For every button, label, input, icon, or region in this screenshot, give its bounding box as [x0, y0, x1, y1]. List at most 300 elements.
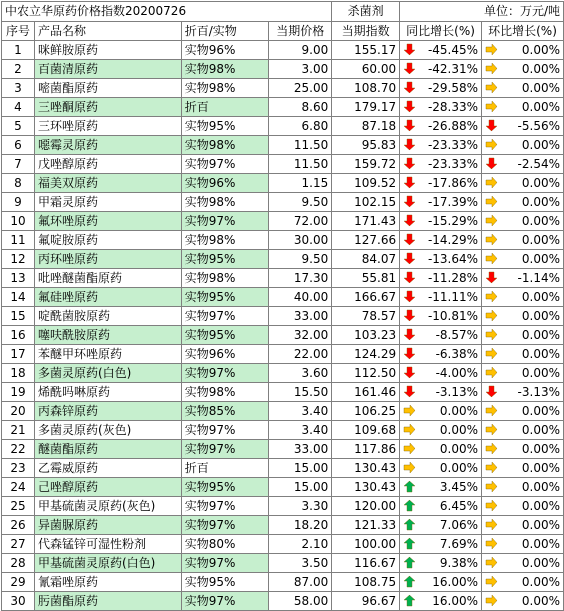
product-name: 三唑酮原药	[34, 98, 181, 117]
row-index: 17	[2, 345, 35, 364]
table-row	[2, 326, 564, 345]
yoy-cell	[400, 573, 482, 592]
product-name: 己唑醇原药	[34, 478, 181, 497]
current-price: 9.00	[269, 41, 332, 60]
mom-flat-arrow-icon	[485, 138, 498, 151]
current-index: 116.67	[332, 554, 400, 573]
current-index: 155.17	[332, 41, 400, 60]
mom-cell	[482, 497, 564, 516]
table-row	[2, 364, 564, 383]
yoy-down-arrow-icon	[403, 62, 416, 75]
mom-flat-arrow-icon	[485, 518, 498, 531]
yoy-cell	[400, 345, 482, 364]
yoy-cell	[400, 592, 482, 611]
current-index: 78.57	[332, 307, 400, 326]
table-row	[2, 269, 564, 288]
yoy-down-arrow-icon	[403, 157, 416, 170]
current-price: 3.00	[269, 60, 332, 79]
current-index: 161.46	[332, 383, 400, 402]
basis: 实物97%	[181, 307, 269, 326]
table-row	[2, 402, 564, 421]
table-row	[2, 231, 564, 250]
mom-flat-arrow-icon	[485, 290, 498, 303]
yoy-up-arrow-icon	[403, 594, 416, 607]
current-price: 8.60	[269, 98, 332, 117]
yoy-down-arrow-icon	[403, 385, 416, 398]
yoy-down-arrow-icon	[403, 309, 416, 322]
product-name: 烯酰吗啉原药	[34, 383, 181, 402]
yoy-value: -4.00%	[435, 366, 479, 380]
mom-down-arrow-icon	[485, 119, 498, 132]
yoy-down-arrow-icon	[403, 214, 416, 227]
mom-value: 0.00%	[521, 347, 560, 361]
row-index: 29	[2, 573, 35, 592]
mom-cell	[482, 60, 564, 79]
yoy-down-arrow-icon	[403, 43, 416, 56]
product-name: 甲霜灵原药	[34, 193, 181, 212]
mom-value: -1.14%	[517, 271, 560, 285]
product-name: 福美双原药	[34, 174, 181, 193]
mom-flat-arrow-icon	[485, 442, 498, 455]
yoy-cell	[400, 41, 482, 60]
basis: 实物98%	[181, 60, 269, 79]
current-index: 109.52	[332, 174, 400, 193]
mom-value: 0.00%	[521, 62, 560, 76]
yoy-value: -10.81%	[427, 309, 479, 323]
current-price: 30.00	[269, 231, 332, 250]
mom-cell	[482, 250, 564, 269]
mom-flat-arrow-icon	[485, 81, 498, 94]
basis: 实物98%	[181, 269, 269, 288]
mom-cell	[482, 212, 564, 231]
current-price: 3.40	[269, 421, 332, 440]
yoy-cell	[400, 402, 482, 421]
header-basis: 折百/实物	[181, 22, 269, 41]
table-row	[2, 592, 564, 611]
mom-value: -3.13%	[517, 385, 560, 399]
mom-value: 0.00%	[521, 442, 560, 456]
yoy-value: -11.28%	[427, 271, 479, 285]
mom-flat-arrow-icon	[485, 100, 498, 113]
current-index: 108.75	[332, 573, 400, 592]
current-index: 124.29	[332, 345, 400, 364]
current-price: 11.50	[269, 136, 332, 155]
product-name: 噻呋酰胺原药	[34, 326, 181, 345]
yoy-value: 16.00%	[432, 594, 479, 608]
current-index: 179.17	[332, 98, 400, 117]
table-row	[2, 155, 564, 174]
mom-cell	[482, 231, 564, 250]
yoy-cell	[400, 98, 482, 117]
yoy-value: -23.33%	[427, 157, 479, 171]
current-index: 108.70	[332, 79, 400, 98]
current-index: 159.72	[332, 155, 400, 174]
table-row	[2, 440, 564, 459]
mom-cell	[482, 592, 564, 611]
table-row	[2, 212, 564, 231]
row-index: 4	[2, 98, 35, 117]
header-current-price: 当期价格	[269, 22, 332, 41]
yoy-down-arrow-icon	[403, 81, 416, 94]
basis: 折百	[181, 459, 269, 478]
row-index: 14	[2, 288, 35, 307]
current-price: 9.50	[269, 193, 332, 212]
current-price: 40.00	[269, 288, 332, 307]
row-index: 13	[2, 269, 35, 288]
mom-value: 0.00%	[521, 423, 560, 437]
row-index: 27	[2, 535, 35, 554]
table-row	[2, 98, 564, 117]
unit-label: 单位：万元/吨	[400, 2, 564, 22]
yoy-value: -23.33%	[427, 138, 479, 152]
mom-flat-arrow-icon	[485, 499, 498, 512]
current-index: 95.83	[332, 136, 400, 155]
yoy-cell	[400, 478, 482, 497]
mom-flat-arrow-icon	[485, 594, 498, 607]
yoy-down-arrow-icon	[403, 366, 416, 379]
yoy-down-arrow-icon	[403, 271, 416, 284]
product-name: 异菌脲原药	[34, 516, 181, 535]
yoy-flat-arrow-icon	[403, 442, 416, 455]
yoy-cell	[400, 79, 482, 98]
mom-cell	[482, 117, 564, 136]
yoy-flat-arrow-icon	[403, 423, 416, 436]
yoy-value: -17.86%	[427, 176, 479, 190]
yoy-cell	[400, 60, 482, 79]
row-index: 2	[2, 60, 35, 79]
mom-value: 0.00%	[521, 366, 560, 380]
current-price: 87.00	[269, 573, 332, 592]
current-price: 18.20	[269, 516, 332, 535]
yoy-up-arrow-icon	[403, 518, 416, 531]
product-name: 氟啶胺原药	[34, 231, 181, 250]
product-name: 三环唑原药	[34, 117, 181, 136]
current-index: 121.33	[332, 516, 400, 535]
yoy-value: -28.33%	[427, 100, 479, 114]
yoy-cell	[400, 288, 482, 307]
mom-value: 0.00%	[521, 461, 560, 475]
basis: 实物96%	[181, 174, 269, 193]
yoy-flat-arrow-icon	[403, 461, 416, 474]
basis: 实物97%	[181, 554, 269, 573]
current-index: 166.67	[332, 288, 400, 307]
mom-down-arrow-icon	[485, 385, 498, 398]
mom-value: 0.00%	[521, 252, 560, 266]
yoy-value: -45.45%	[427, 43, 479, 57]
yoy-up-arrow-icon	[403, 537, 416, 550]
yoy-up-arrow-icon	[403, 499, 416, 512]
yoy-cell	[400, 535, 482, 554]
basis: 实物98%	[181, 383, 269, 402]
mom-value: 0.00%	[521, 43, 560, 57]
current-price: 3.50	[269, 554, 332, 573]
mom-value: 0.00%	[521, 575, 560, 589]
basis: 实物97%	[181, 212, 269, 231]
row-index: 23	[2, 459, 35, 478]
mom-value: -2.54%	[517, 157, 560, 171]
mom-flat-arrow-icon	[485, 195, 498, 208]
yoy-down-arrow-icon	[403, 100, 416, 113]
mom-value: 0.00%	[521, 138, 560, 152]
row-index: 12	[2, 250, 35, 269]
mom-cell	[482, 326, 564, 345]
product-name: 吡唑醚菌酯原药	[34, 269, 181, 288]
mom-value: 0.00%	[521, 480, 560, 494]
basis: 实物95%	[181, 326, 269, 345]
product-name: 代森锰锌可湿性粉剂	[34, 535, 181, 554]
yoy-down-arrow-icon	[403, 328, 416, 341]
mom-value: -5.56%	[517, 119, 560, 133]
yoy-value: 16.00%	[432, 575, 479, 589]
current-price: 22.00	[269, 345, 332, 364]
current-price: 17.30	[269, 269, 332, 288]
mom-flat-arrow-icon	[485, 556, 498, 569]
current-price: 3.30	[269, 497, 332, 516]
mom-flat-arrow-icon	[485, 214, 498, 227]
table-row	[2, 136, 564, 155]
mom-value: 0.00%	[521, 214, 560, 228]
mom-value: 0.00%	[521, 556, 560, 570]
mom-value: 0.00%	[521, 594, 560, 608]
mom-flat-arrow-icon	[485, 537, 498, 550]
yoy-down-arrow-icon	[403, 290, 416, 303]
basis: 实物98%	[181, 231, 269, 250]
yoy-value: -17.39%	[427, 195, 479, 209]
row-index: 15	[2, 307, 35, 326]
basis: 实物97%	[181, 155, 269, 174]
yoy-value: 0.00%	[439, 442, 479, 456]
yoy-cell	[400, 155, 482, 174]
yoy-cell	[400, 174, 482, 193]
table-title: 中农立华原药价格指数20200726	[2, 2, 332, 22]
yoy-value: -13.64%	[427, 252, 479, 266]
yoy-value: -14.29%	[427, 233, 479, 247]
product-name: 氟环唑原药	[34, 212, 181, 231]
mom-value: 0.00%	[521, 100, 560, 114]
current-price: 32.00	[269, 326, 332, 345]
mom-flat-arrow-icon	[485, 404, 498, 417]
row-index: 7	[2, 155, 35, 174]
row-index: 8	[2, 174, 35, 193]
mom-cell	[482, 459, 564, 478]
basis: 实物97%	[181, 592, 269, 611]
mom-flat-arrow-icon	[485, 176, 498, 189]
row-index: 5	[2, 117, 35, 136]
yoy-cell	[400, 193, 482, 212]
basis: 实物97%	[181, 440, 269, 459]
row-index: 20	[2, 402, 35, 421]
yoy-value: -15.29%	[427, 214, 479, 228]
mom-value: 0.00%	[521, 499, 560, 513]
yoy-value: 3.45%	[439, 480, 479, 494]
current-price: 58.00	[269, 592, 332, 611]
mom-cell	[482, 421, 564, 440]
yoy-value: -26.88%	[427, 119, 479, 133]
yoy-cell	[400, 212, 482, 231]
current-price: 1.15	[269, 174, 332, 193]
current-index: 109.68	[332, 421, 400, 440]
mom-flat-arrow-icon	[485, 328, 498, 341]
mom-cell	[482, 79, 564, 98]
basis: 实物95%	[181, 117, 269, 136]
yoy-value: 7.06%	[439, 518, 479, 532]
yoy-down-arrow-icon	[403, 119, 416, 132]
current-price: 25.00	[269, 79, 332, 98]
yoy-value: 0.00%	[439, 461, 479, 475]
yoy-down-arrow-icon	[403, 252, 416, 265]
mom-value: 0.00%	[521, 233, 560, 247]
yoy-cell	[400, 497, 482, 516]
row-index: 10	[2, 212, 35, 231]
mom-cell	[482, 364, 564, 383]
yoy-cell	[400, 421, 482, 440]
category-label: 杀菌剂	[332, 2, 400, 22]
basis: 实物95%	[181, 250, 269, 269]
product-name: 多菌灵原药(灰色)	[34, 421, 181, 440]
row-index: 19	[2, 383, 35, 402]
header-yoy: 同比增长(%)	[400, 22, 482, 41]
yoy-cell	[400, 383, 482, 402]
mom-flat-arrow-icon	[485, 480, 498, 493]
table-row	[2, 60, 564, 79]
product-name: 戊唑醇原药	[34, 155, 181, 174]
basis: 实物95%	[181, 288, 269, 307]
product-name: 多菌灵原药(白色)	[34, 364, 181, 383]
mom-value: 0.00%	[521, 537, 560, 551]
table-row	[2, 497, 564, 516]
product-name: 氰霜唑原药	[34, 573, 181, 592]
table-row	[2, 554, 564, 573]
basis: 实物95%	[181, 478, 269, 497]
yoy-value: -8.57%	[435, 328, 479, 342]
yoy-cell	[400, 516, 482, 535]
yoy-down-arrow-icon	[403, 176, 416, 189]
current-index: 103.23	[332, 326, 400, 345]
mom-cell	[482, 478, 564, 497]
row-index: 1	[2, 41, 35, 60]
mom-cell	[482, 98, 564, 117]
yoy-value: 0.00%	[439, 423, 479, 437]
basis: 实物97%	[181, 364, 269, 383]
mom-cell	[482, 554, 564, 573]
mom-value: 0.00%	[521, 404, 560, 418]
table-row	[2, 307, 564, 326]
row-index: 9	[2, 193, 35, 212]
yoy-cell	[400, 364, 482, 383]
table-row	[2, 478, 564, 497]
yoy-cell	[400, 269, 482, 288]
current-index: 112.50	[332, 364, 400, 383]
mom-value: 0.00%	[521, 290, 560, 304]
mom-value: 0.00%	[521, 309, 560, 323]
basis: 实物97%	[181, 421, 269, 440]
header-index: 序号	[2, 22, 35, 41]
mom-value: 0.00%	[521, 176, 560, 190]
current-price: 3.60	[269, 364, 332, 383]
yoy-cell	[400, 307, 482, 326]
header-row	[2, 22, 564, 41]
yoy-down-arrow-icon	[403, 233, 416, 246]
current-price: 9.50	[269, 250, 332, 269]
product-name: 肟菌酯原药	[34, 592, 181, 611]
yoy-down-arrow-icon	[403, 347, 416, 360]
current-price: 11.50	[269, 155, 332, 174]
table-row	[2, 174, 564, 193]
yoy-value: 7.69%	[439, 537, 479, 551]
yoy-cell	[400, 136, 482, 155]
row-index: 22	[2, 440, 35, 459]
current-price: 72.00	[269, 212, 332, 231]
product-name: 丙环唑原药	[34, 250, 181, 269]
current-index: 130.43	[332, 478, 400, 497]
yoy-cell	[400, 326, 482, 345]
current-index: 87.18	[332, 117, 400, 136]
yoy-value: -11.11%	[427, 290, 479, 304]
current-price: 2.10	[269, 535, 332, 554]
basis: 实物98%	[181, 79, 269, 98]
mom-flat-arrow-icon	[485, 366, 498, 379]
yoy-value: -42.31%	[427, 62, 479, 76]
yoy-cell	[400, 554, 482, 573]
current-index: 106.25	[332, 402, 400, 421]
table-row	[2, 345, 564, 364]
yoy-cell	[400, 117, 482, 136]
product-name: 醚菌酯原药	[34, 440, 181, 459]
yoy-value: 0.00%	[439, 404, 479, 418]
row-index: 3	[2, 79, 35, 98]
table-row	[2, 535, 564, 554]
mom-flat-arrow-icon	[485, 575, 498, 588]
basis: 实物95%	[181, 573, 269, 592]
mom-value: 0.00%	[521, 195, 560, 209]
current-index: 130.43	[332, 459, 400, 478]
table-row	[2, 421, 564, 440]
mom-value: 0.00%	[521, 518, 560, 532]
current-index: 102.15	[332, 193, 400, 212]
current-index: 55.81	[332, 269, 400, 288]
product-name: 甲基硫菌灵原药(白色)	[34, 554, 181, 573]
product-name: 百菌清原药	[34, 60, 181, 79]
row-index: 28	[2, 554, 35, 573]
mom-cell	[482, 307, 564, 326]
row-index: 11	[2, 231, 35, 250]
yoy-cell	[400, 250, 482, 269]
header-product: 产品名称	[34, 22, 181, 41]
table-row	[2, 117, 564, 136]
mom-cell	[482, 383, 564, 402]
mom-flat-arrow-icon	[485, 347, 498, 360]
table-row	[2, 250, 564, 269]
current-price: 33.00	[269, 440, 332, 459]
row-index: 25	[2, 497, 35, 516]
current-price: 33.00	[269, 307, 332, 326]
yoy-cell	[400, 231, 482, 250]
row-index: 26	[2, 516, 35, 535]
mom-down-arrow-icon	[485, 157, 498, 170]
yoy-value: -3.13%	[435, 385, 479, 399]
current-index: 127.66	[332, 231, 400, 250]
yoy-cell	[400, 440, 482, 459]
product-name: 丙森锌原药	[34, 402, 181, 421]
product-name: 苯醚甲环唑原药	[34, 345, 181, 364]
mom-cell	[482, 345, 564, 364]
yoy-value: -6.38%	[435, 347, 479, 361]
mom-cell	[482, 41, 564, 60]
product-name: 噁霉灵原药	[34, 136, 181, 155]
mom-cell	[482, 535, 564, 554]
mom-cell	[482, 193, 564, 212]
price-index-table	[1, 1, 564, 611]
